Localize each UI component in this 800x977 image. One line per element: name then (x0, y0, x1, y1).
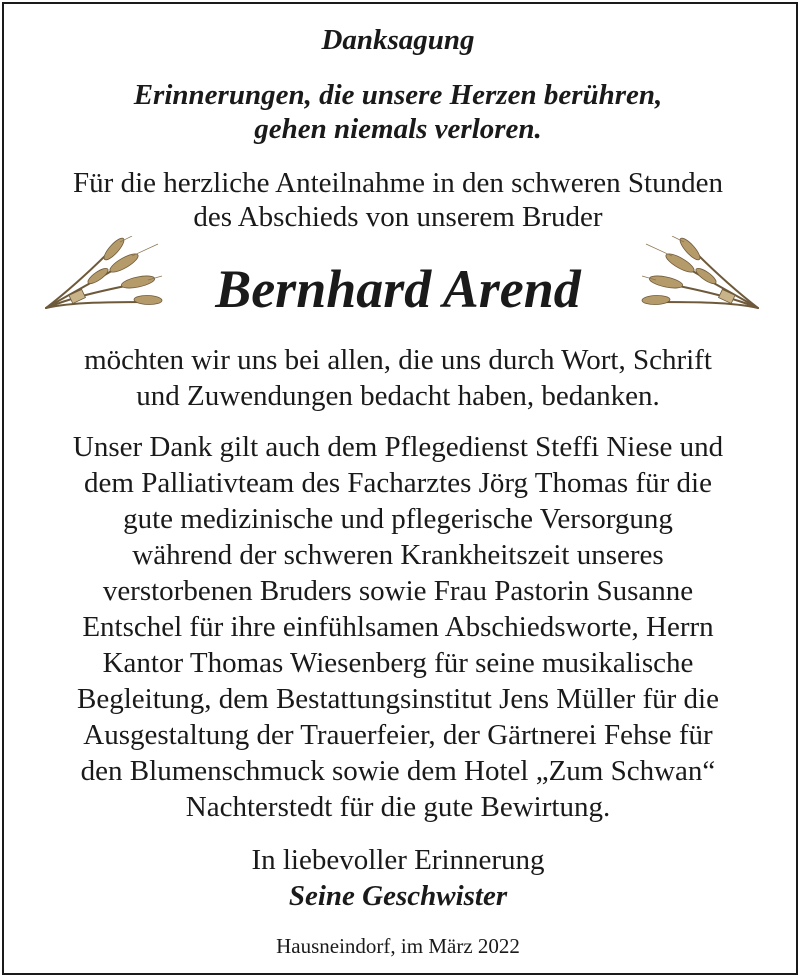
detail-line-1: Unser Dank gilt auch dem Pflegedienst Steffi Niese und (72, 431, 724, 463)
detail-line-9: Ausgestaltung der Trauerfeier, der Gärtnerei Fehse für (83, 719, 713, 751)
verse-line-1: Erinnerungen, die unsere Herzen berühren, (133, 79, 663, 111)
detail-line-8: Begleitung, dem Bestattungsinstitut Jens Müller für die (77, 683, 719, 715)
detail-line-4: während der schweren Krankheitszeit unseres (132, 539, 664, 571)
thanks-line-2: und Zuwendungen bedacht haben, bedanken. (136, 380, 660, 412)
detail-line-2: dem Palliativteam des Facharztes Jörg Thomas für die (84, 467, 712, 499)
thanks-line-1: möchten wir uns bei allen, die uns durch Wort, Schrift (84, 344, 712, 376)
detail-line-6: Entschel für ihre einfühlsamen Abschiedsworte, Herrn (82, 611, 714, 643)
deceased-name: Bernhard Arend (215, 259, 581, 319)
place-date: Hausneindorf, im März 2022 (276, 934, 520, 958)
detail-line-5: verstorbenen Bruders sowie Frau Pastorin Susanne (102, 575, 694, 607)
detail-line-11: Nachterstedt für die gute Bewirtung. (185, 791, 611, 823)
signature: Seine Geschwister (288, 880, 508, 912)
notice-heading: Danksagung (321, 24, 475, 56)
detail-line-7: Kantor Thomas Wiesenberg für seine musikalische (102, 647, 694, 679)
verse-line-2: gehen niemals verloren. (254, 113, 542, 145)
intro-line-1: Für die herzliche Anteilnahme in den schweren Stunden (73, 167, 723, 199)
detail-line-3: gute medizinische und pflegerische Versorgung (123, 503, 673, 535)
detail-line-10: den Blumenschmuck sowie dem Hotel „Zum Schwan“ (80, 755, 716, 787)
intro-line-2: des Abschieds von unserem Bruder (193, 201, 603, 233)
closing-phrase: In liebevoller Erinnerung (251, 844, 545, 876)
